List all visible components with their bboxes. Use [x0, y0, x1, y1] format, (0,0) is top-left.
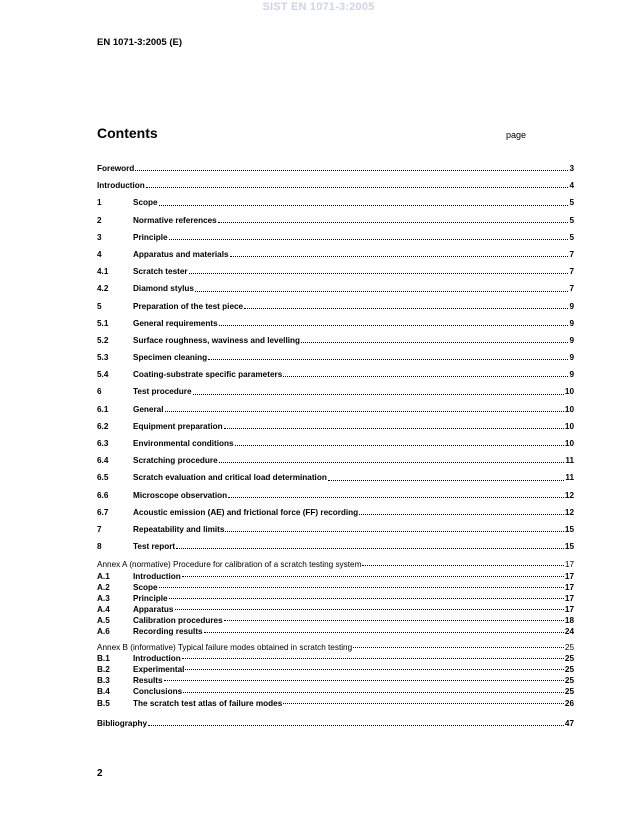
toc-entry[interactable] — [97, 698, 574, 709]
leader-dots — [224, 620, 564, 621]
toc-entry[interactable] — [97, 315, 574, 332]
leader-dots — [301, 342, 568, 343]
leader-dots — [182, 658, 564, 659]
toc-entry-text: Scratch tester — [133, 267, 188, 277]
toc-entry-text: Microscope observation — [133, 490, 228, 500]
toc-annex-b-items — [97, 653, 574, 709]
leader-dots — [283, 703, 564, 704]
toc-annex-a-items — [97, 571, 574, 638]
toc-entry[interactable] — [97, 571, 574, 582]
toc-bibliography[interactable] — [97, 715, 574, 732]
toc-entry-number: B.1 — [97, 653, 110, 663]
toc-entry-text: Scratching procedure — [133, 456, 218, 466]
toc-entry-number: B.5 — [97, 698, 110, 708]
toc-entry-text: Introduction — [133, 571, 181, 581]
toc-entry-number: A.6 — [97, 627, 110, 637]
leader-dots — [224, 428, 564, 429]
toc-annex-b-heading[interactable] — [97, 642, 574, 653]
toc-entry-number: 4.1 — [97, 267, 109, 277]
toc-entry[interactable] — [97, 212, 574, 229]
toc-entry-text: Acoustic emission (AE) and frictional force (FF) recording — [133, 507, 359, 517]
toc-entry-number: A.4 — [97, 605, 110, 615]
toc-entry-page: 25 — [564, 687, 574, 697]
leader-dots — [225, 531, 563, 532]
toc-entry-text: Apparatus — [133, 605, 174, 615]
leader-dots — [283, 376, 568, 377]
toc-entry[interactable] — [97, 332, 574, 349]
toc-entry[interactable] — [97, 626, 574, 637]
toc-entry-page: 10 — [564, 404, 574, 414]
toc-entry-number: 6.2 — [97, 421, 109, 431]
toc-entry[interactable] — [97, 593, 574, 604]
toc-entry-text: Introduction — [133, 653, 181, 663]
toc-entry-text: Preparation of the test piece — [133, 301, 244, 311]
toc-entry[interactable] — [97, 401, 574, 418]
toc-entry[interactable] — [97, 487, 574, 504]
toc-entry[interactable] — [97, 349, 574, 366]
toc-entry-page: 25 — [564, 642, 574, 652]
watermark: SIST EN 1071-3:2005 — [262, 1, 375, 13]
toc-entry-text: The scratch test atlas of failure modes — [133, 698, 283, 708]
toc-entry-text: Scope — [133, 582, 158, 592]
leader-dots — [328, 480, 565, 481]
page-number: 2 — [97, 768, 103, 779]
toc-entry[interactable] — [97, 194, 574, 211]
leader-dots — [175, 609, 564, 610]
toc-entry-page: 9 — [569, 301, 574, 311]
toc-entry-page: 25 — [564, 676, 574, 686]
toc-entry[interactable] — [97, 160, 574, 177]
toc-entry-number: 5 — [97, 301, 102, 311]
leader-dots — [208, 359, 568, 360]
toc-entry-page: 17 — [564, 593, 574, 603]
leader-dots — [189, 273, 569, 274]
toc-entry-number: B.4 — [97, 687, 110, 697]
toc-entry-page: 9 — [569, 370, 574, 380]
toc-entry-page: 18 — [564, 616, 574, 626]
toc-entry[interactable] — [97, 675, 574, 686]
toc-entry[interactable] — [97, 435, 574, 452]
toc-entry-text: Introduction — [97, 181, 145, 191]
leader-dots — [169, 239, 569, 240]
toc-entry-text: Test procedure — [133, 387, 192, 397]
toc-main-section — [97, 160, 574, 555]
toc-entry-text: Foreword — [97, 164, 135, 173]
toc-entry[interactable] — [97, 504, 574, 521]
toc-entry-text: Calibration procedures — [133, 616, 223, 626]
toc-entry-page: 26 — [564, 698, 574, 708]
leader-dots — [169, 598, 564, 599]
leader-dots — [204, 632, 564, 633]
toc-entry-number: A.5 — [97, 616, 110, 626]
toc-entry-number: 5.3 — [97, 353, 109, 363]
leader-dots — [219, 325, 569, 326]
toc-entry-text: Annex B (informative) Typical failure modes obtained in scratch testing — [97, 642, 353, 652]
toc-entry-page: 15 — [564, 524, 574, 534]
toc-entry-page: 10 — [564, 421, 574, 431]
leader-dots — [228, 497, 564, 498]
toc-entry-page: 11 — [565, 473, 574, 483]
toc-entry-text: Repeatability and limits — [133, 524, 225, 534]
toc-entry-number: 6 — [97, 387, 102, 397]
leader-dots — [244, 308, 568, 309]
page-title: Contents — [97, 125, 158, 141]
leader-dots — [185, 669, 563, 670]
leader-dots — [148, 725, 564, 726]
toc-entry-number: A.1 — [97, 571, 110, 581]
toc-entry-text: General — [133, 404, 164, 414]
leader-dots — [182, 576, 564, 577]
toc-entry-text: Test report — [133, 542, 176, 552]
toc-entry-text: Equipment preparation — [133, 421, 223, 431]
toc-entry-page: 10 — [564, 387, 574, 397]
toc-entry-page: 17 — [564, 582, 574, 592]
toc-entry[interactable] — [97, 653, 574, 664]
toc-entry-page: 7 — [569, 249, 574, 259]
toc-entry-number: 7 — [97, 524, 102, 534]
toc-entry-page: 10 — [564, 439, 574, 448]
toc-entry-text: Specimen cleaning — [133, 353, 208, 363]
leader-dots — [235, 445, 564, 446]
leader-dots — [159, 205, 569, 206]
toc-entry[interactable] — [97, 246, 574, 263]
toc-entry-number: 6.7 — [97, 507, 109, 517]
toc-entry-page: 3 — [569, 164, 574, 173]
toc-entry[interactable] — [97, 280, 574, 297]
toc-entry[interactable] — [97, 263, 574, 280]
toc-entry-number: B.2 — [97, 665, 110, 674]
table-of-contents — [97, 160, 574, 732]
toc-entry-page: 25 — [564, 665, 574, 674]
toc-entry-number: 8 — [97, 542, 102, 552]
toc-entry-text: Bibliography — [97, 718, 148, 728]
toc-entry-page: 15 — [564, 542, 574, 552]
toc-entry-number: 3 — [97, 232, 102, 242]
toc-entry-page: 5 — [569, 198, 574, 208]
toc-entry-number: B.3 — [97, 676, 110, 686]
toc-entry-page: 11 — [565, 456, 574, 466]
toc-entry-page: 12 — [564, 507, 574, 517]
leader-dots — [230, 256, 569, 257]
toc-entry-page: 17 — [564, 571, 574, 581]
toc-entry[interactable] — [97, 383, 574, 400]
toc-entry-text: General requirements — [133, 318, 218, 328]
leader-dots — [135, 170, 568, 171]
toc-entry-page: 17 — [564, 605, 574, 615]
toc-entry-text: Recording results — [133, 627, 203, 637]
toc-entry-page: 5 — [569, 215, 574, 225]
toc-entry-page: 47 — [564, 718, 574, 728]
toc-entry-number: A.2 — [97, 582, 110, 592]
toc-entry-number: 6.3 — [97, 439, 109, 448]
toc-entry-number: 5.2 — [97, 335, 109, 345]
toc-entry-number: 5.1 — [97, 318, 109, 328]
toc-entry-page: 9 — [569, 318, 574, 328]
toc-entry-text: Normative references — [133, 215, 217, 225]
toc-entry[interactable] — [97, 366, 574, 383]
toc-entry-number: 6.5 — [97, 473, 109, 483]
toc-entry[interactable] — [97, 686, 574, 697]
toc-entry-number: 4.2 — [97, 284, 109, 294]
toc-entry[interactable] — [97, 615, 574, 626]
toc-entry-number: 1 — [97, 198, 102, 208]
toc-entry[interactable] — [97, 664, 574, 675]
leader-dots — [195, 291, 568, 292]
toc-entry-text: Principle — [133, 232, 168, 242]
toc-entry-text: Environmental conditions — [133, 439, 234, 448]
leader-dots — [146, 187, 569, 188]
toc-entry-number: 6.1 — [97, 404, 109, 414]
leader-dots — [164, 680, 564, 681]
toc-entry-number: 5.4 — [97, 370, 109, 380]
toc-entry-text: Diamond stylus — [133, 284, 194, 294]
toc-entry[interactable] — [97, 452, 574, 469]
document-id: EN 1071-3:2005 (E) — [97, 37, 183, 48]
toc-entry[interactable] — [97, 521, 574, 538]
toc-entry-page: 4 — [569, 181, 574, 191]
toc-entry-number: 6.6 — [97, 490, 109, 500]
toc-entry-page: 24 — [564, 627, 574, 637]
toc-entry[interactable] — [97, 177, 574, 194]
toc-entry[interactable] — [97, 469, 574, 486]
toc-entry-text: Apparatus and materials — [133, 249, 229, 259]
toc-entry-page: 7 — [569, 267, 574, 277]
toc-entry-text: Conclusions — [133, 687, 183, 697]
toc-entry-page: 9 — [569, 335, 574, 345]
toc-entry-text: Annex A (normative) Procedure for calibration of a scratch testing system — [97, 560, 362, 570]
leader-dots — [353, 647, 564, 648]
toc-entry-page: 25 — [564, 653, 574, 663]
leader-dots — [183, 692, 564, 693]
toc-entry-page: 7 — [569, 284, 574, 294]
toc-entry[interactable] — [97, 298, 574, 315]
toc-entry[interactable] — [97, 604, 574, 615]
toc-entry[interactable] — [97, 418, 574, 435]
toc-entry-page: 12 — [564, 490, 574, 500]
leader-dots — [218, 222, 569, 223]
toc-entry[interactable] — [97, 582, 574, 593]
toc-entry-page: 17 — [564, 560, 574, 570]
leader-dots — [362, 565, 563, 566]
leader-dots — [193, 394, 564, 395]
leader-dots — [176, 548, 564, 549]
toc-entry[interactable] — [97, 538, 574, 555]
toc-entry-text: Experimental — [133, 665, 185, 674]
toc-entry-number: 2 — [97, 215, 102, 225]
toc-entry-number: 6.4 — [97, 456, 109, 466]
leader-dots — [165, 411, 564, 412]
leader-dots — [159, 587, 564, 588]
leader-dots — [219, 462, 565, 463]
leader-dots — [359, 514, 564, 515]
toc-entry-text: Coating-substrate specific parameters — [133, 370, 283, 380]
toc-entry[interactable] — [97, 229, 574, 246]
page-column-label: page — [506, 130, 527, 140]
toc-entry-number: A.3 — [97, 593, 110, 603]
toc-entry-number: 4 — [97, 249, 102, 259]
toc-entry-page: 5 — [569, 232, 574, 242]
toc-entry-text: Principle — [133, 593, 168, 603]
toc-entry-text: Scope — [133, 198, 158, 208]
toc-entry-text: Surface roughness, waviness and levelling — [133, 335, 300, 345]
toc-annex-a-heading[interactable] — [97, 559, 574, 570]
toc-entry-page: 9 — [569, 353, 574, 363]
toc-entry-text: Results — [133, 676, 163, 686]
toc-entry-text: Scratch evaluation and critical load determination — [133, 473, 327, 483]
